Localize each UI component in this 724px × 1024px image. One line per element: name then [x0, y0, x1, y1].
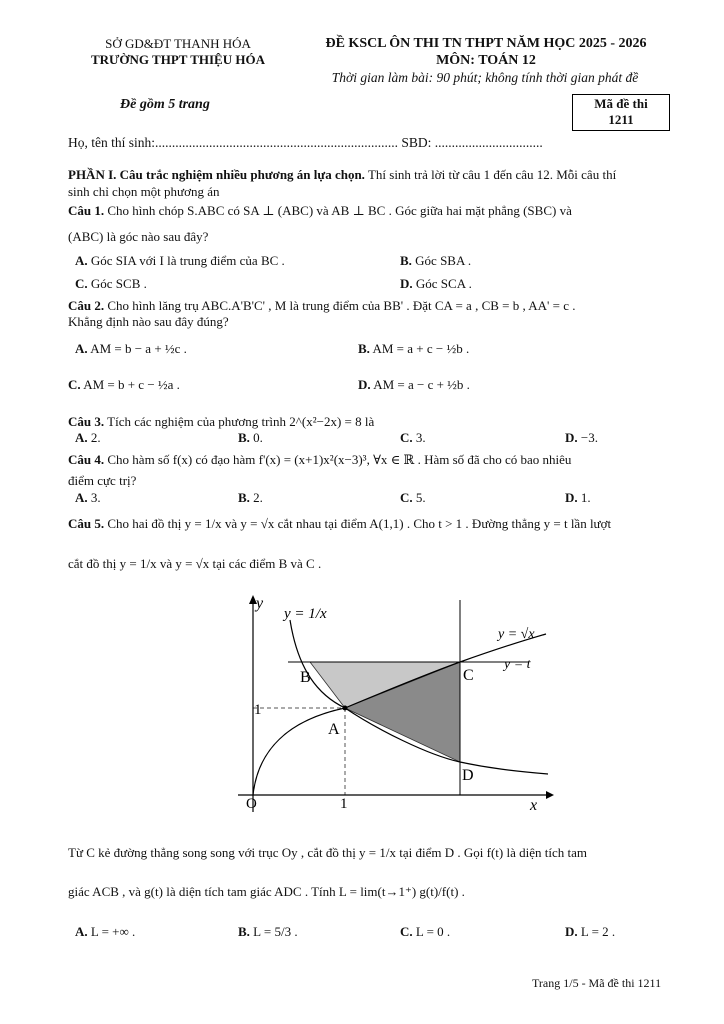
origin-label: O: [246, 796, 257, 812]
section-desc-2: sinh chỉ chọn một phương án: [68, 184, 220, 199]
option-letter: A.: [75, 924, 88, 939]
line-t-label: y = t: [504, 657, 531, 672]
y-one-label: 1: [254, 702, 262, 718]
option-letter: D.: [358, 377, 371, 392]
option-a[interactable]: [75, 341, 187, 357]
school-name: TRƯỜNG THPT THIỆU HÓA: [91, 52, 265, 67]
option-d[interactable]: [565, 430, 598, 446]
option-d[interactable]: [358, 377, 470, 393]
exam-code-label: Mã đề thi: [594, 96, 648, 111]
option-d[interactable]: [565, 924, 615, 940]
point-b-label: B: [300, 669, 311, 686]
question-1: [68, 203, 572, 219]
option-letter: A.: [75, 341, 88, 356]
exam-title: ĐỀ KSCL ÔN THI TN THPT NĂM HỌC 2025 - 2026: [325, 36, 647, 51]
function-graph: [228, 590, 558, 820]
page-footer: Trang 1/5 - Mã đề thi 1211: [532, 976, 662, 990]
exam-code-box: [572, 94, 670, 131]
option-letter: C.: [68, 377, 81, 392]
option-text: 3.: [415, 430, 426, 445]
option-a[interactable]: [75, 490, 101, 506]
option-text: AM = b + c − ½a .: [83, 377, 180, 392]
section-title: PHẦN I. Câu trắc nghiệm nhiều phương án lựa chọn.: [68, 167, 365, 182]
question-text-2: điểm cực trị?: [68, 473, 137, 488]
option-text: AM = a + c − ½b .: [372, 341, 470, 356]
question-text-2: Khẳng định nào sau đây đúng?: [68, 314, 229, 329]
option-letter: A.: [75, 253, 88, 268]
question-text: Cho hàm số f(x) có đạo hàm f'(x) = (x+1)x²(x−3)³, ∀x ∈ ℝ . Hàm số đã cho có bao nhiêu: [107, 452, 572, 467]
option-text: AM = a − c + ½b .: [373, 377, 470, 392]
question-2: [68, 298, 576, 314]
option-text: Góc SIA với I là trung điểm của BC .: [90, 253, 285, 268]
option-text: Góc SBA .: [415, 253, 472, 268]
section-title-line: [68, 167, 616, 183]
option-letter: D.: [565, 430, 578, 445]
question-label: Câu 2.: [68, 298, 105, 313]
option-letter: D.: [400, 276, 413, 291]
question-label: Câu 5.: [68, 516, 105, 531]
question-text: Cho hai đồ thị y = 1/x và y = √x cắt nhau tại điểm A(1,1) . Cho t > 1 . Đường thẳng y = t lần lượt: [107, 516, 612, 531]
question-text-4: giác ACB , và g(t) là diện tích tam giác ADC . Tính L = lim(t→1⁺) g(t)/f(t) .: [68, 884, 465, 899]
y-axis-label: y: [256, 595, 264, 612]
option-text: L = +∞ .: [90, 924, 136, 939]
option-text: 0.: [253, 430, 263, 445]
option-letter: B.: [238, 430, 250, 445]
point-c-label: C: [463, 667, 474, 684]
point-a: [343, 706, 348, 711]
question-4: [68, 452, 571, 468]
option-letter: D.: [565, 924, 578, 939]
option-d[interactable]: [400, 276, 472, 292]
option-letter: C.: [75, 276, 88, 291]
question-label: Câu 4.: [68, 452, 105, 467]
student-info-line: Họ, tên thí sinh:........................................................................ SBD: ................................: [68, 135, 543, 150]
subject: MÔN: TOÁN 12: [436, 53, 536, 68]
question-label: Câu 1.: [68, 203, 105, 218]
page-count: Đề gồm 5 trang: [120, 97, 210, 112]
point-d-label: D: [462, 767, 474, 784]
option-letter: A.: [75, 490, 88, 505]
option-letter: C.: [400, 924, 413, 939]
option-c[interactable]: [400, 490, 426, 506]
option-d[interactable]: [565, 490, 591, 506]
option-letter: B.: [238, 490, 250, 505]
reciprocal-label: y = 1/x: [284, 606, 327, 622]
option-a[interactable]: [75, 924, 135, 940]
option-text: 5.: [415, 490, 426, 505]
option-c[interactable]: [75, 276, 147, 292]
exam-code: 1211: [608, 112, 634, 127]
option-text: L = 2 .: [580, 924, 616, 939]
sqrt-label: y = √x: [498, 627, 535, 642]
exam-time: Thời gian làm bài: 90 phút; không tính thời gian phát đề: [331, 70, 639, 85]
option-letter: B.: [358, 341, 370, 356]
option-letter: B.: [238, 924, 250, 939]
option-text: AM = b − a + ½c .: [90, 341, 187, 356]
option-text: L = 5/3 .: [253, 924, 298, 939]
option-b[interactable]: [238, 490, 263, 506]
x-one-label: 1: [340, 796, 348, 812]
point-a-label: A: [328, 721, 340, 738]
question-text-2: cắt đồ thị y = 1/x và y = √x tại các điểm B và C .: [68, 556, 322, 571]
option-c[interactable]: [400, 430, 426, 446]
option-b[interactable]: [238, 924, 298, 940]
org-name: SỞ GD&ĐT THANH HÓA: [105, 36, 251, 51]
option-letter: C.: [400, 430, 413, 445]
question-5: [68, 516, 611, 532]
option-text: L = 0 .: [415, 924, 451, 939]
question-text-2: (ABC) là góc nào sau đây?: [68, 229, 209, 244]
question-text: Cho hình chóp S.ABC có SA ⊥ (ABC) và AB ⊥ BC . Góc giữa hai mặt phẳng (SBC) và: [107, 203, 572, 218]
section-desc: Thí sinh trả lời từ câu 1 đến câu 12. Mỗi câu thí: [364, 167, 617, 182]
x-axis-label: x: [530, 797, 538, 814]
option-text: 1.: [580, 490, 591, 505]
question-label: Câu 3.: [68, 414, 105, 429]
option-b[interactable]: [400, 253, 471, 269]
option-a[interactable]: [75, 253, 285, 269]
option-letter: B.: [400, 253, 412, 268]
question-text: Tích các nghiệm của phương trình 2^(x²−2x) = 8 là: [107, 414, 375, 429]
x-axis-arrow: [546, 791, 554, 799]
option-text: Góc SCB .: [90, 276, 147, 291]
option-letter: D.: [565, 490, 578, 505]
option-a[interactable]: [75, 430, 101, 446]
option-b[interactable]: [238, 430, 263, 446]
option-letter: A.: [75, 430, 88, 445]
option-text: 3.: [90, 490, 101, 505]
option-c[interactable]: [68, 377, 180, 393]
option-text: 2.: [253, 490, 263, 505]
option-text: 2.: [90, 430, 101, 445]
option-letter: C.: [400, 490, 413, 505]
option-b[interactable]: [358, 341, 469, 357]
option-text: −3.: [580, 430, 598, 445]
question-3: [68, 414, 374, 430]
question-text-3: Từ C kẻ đường thẳng song song với trục Oy , cắt đồ thị y = 1/x tại điểm D . Gọi f(t) là diện tích tam: [68, 845, 587, 860]
option-c[interactable]: [400, 924, 450, 940]
question-text: Cho hình lăng trụ ABC.A'B'C' , M là trung điểm của BB' . Đặt CA = a , CB = b , AA' = c .: [107, 298, 576, 313]
option-text: Góc SCA .: [415, 276, 472, 291]
